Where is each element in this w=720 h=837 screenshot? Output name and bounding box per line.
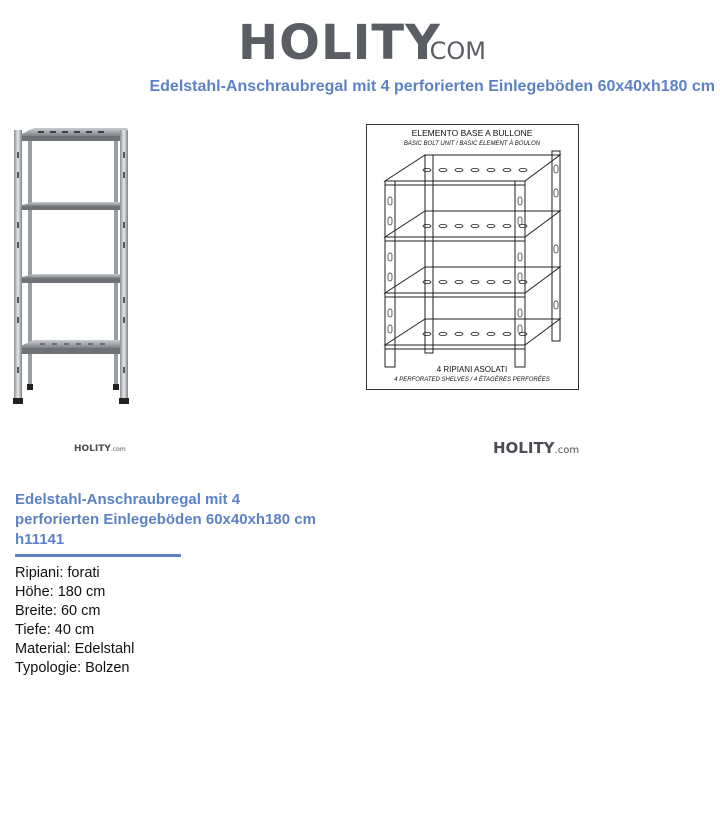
technical-drawing[interactable] — [366, 124, 579, 390]
spec-item: Breite: 60 cm — [15, 603, 101, 619]
spec-label: Tiefe — [15, 622, 47, 638]
shelf-line-drawing — [367, 125, 578, 389]
spec-value: Edelstahl — [74, 641, 135, 657]
spec-value: 180 cm — [57, 584, 106, 600]
drawing-caption: 4 RIPIANI ASOLATI — [436, 365, 508, 374]
watermark-main: HOLITY — [74, 444, 111, 454]
drawing-subtitle: BASIC BOLT UNIT / BASIC ELEMENT À BOULON — [403, 141, 541, 147]
watermark-suffix: .com — [554, 445, 580, 456]
spec-value: Bolzen — [85, 660, 130, 676]
spec-label: Höhe — [15, 584, 50, 600]
watermark-main: HOLITY — [493, 439, 555, 457]
product-photo[interactable] — [10, 122, 132, 407]
spec-label: Typologie — [15, 660, 78, 676]
shelf-photo-illustration — [10, 122, 132, 407]
spec-value: forati — [67, 565, 100, 581]
spec-item: Material: Edelstahl — [15, 641, 135, 657]
logo-wordmark: HOLITY — [238, 15, 441, 71]
spec-item: Ripiani: forati — [15, 565, 100, 581]
spec-value: 60 cm — [60, 603, 101, 619]
spec-value: 40 cm — [54, 622, 95, 638]
spec-item: Tiefe: 40 cm — [15, 622, 95, 638]
drawing-watermark-logo — [493, 439, 579, 457]
spec-item: Typologie: Bolzen — [15, 660, 130, 676]
product-title: Edelstahl-Anschraubregal mit 4 perforierten Einlegeböden 60x40xh180 cm h11141 — [15, 491, 316, 548]
holity-logo[interactable] — [238, 14, 484, 72]
spec-list — [15, 564, 134, 678]
drawing-title: ELEMENTO BASE A BULLONE — [411, 128, 533, 138]
spec-label: Material — [15, 641, 67, 657]
spec-item: Höhe: 180 cm — [15, 584, 106, 600]
title-underline — [15, 554, 181, 557]
logo-suffix: .COM — [422, 37, 486, 65]
page-title: Edelstahl-Anschraubregal mit 4 perforierten Einlegeböden 60x40xh180 cm — [149, 78, 715, 95]
drawing-caption-sub: 4 PERFORATED SHELVES / 4 ÉTAGÈRES PERFORÉES — [394, 377, 550, 383]
watermark-suffix: .com — [110, 446, 126, 453]
spec-label: Breite — [15, 603, 53, 619]
photo-watermark-logo — [74, 444, 126, 454]
spec-label: Ripiani — [15, 565, 60, 581]
